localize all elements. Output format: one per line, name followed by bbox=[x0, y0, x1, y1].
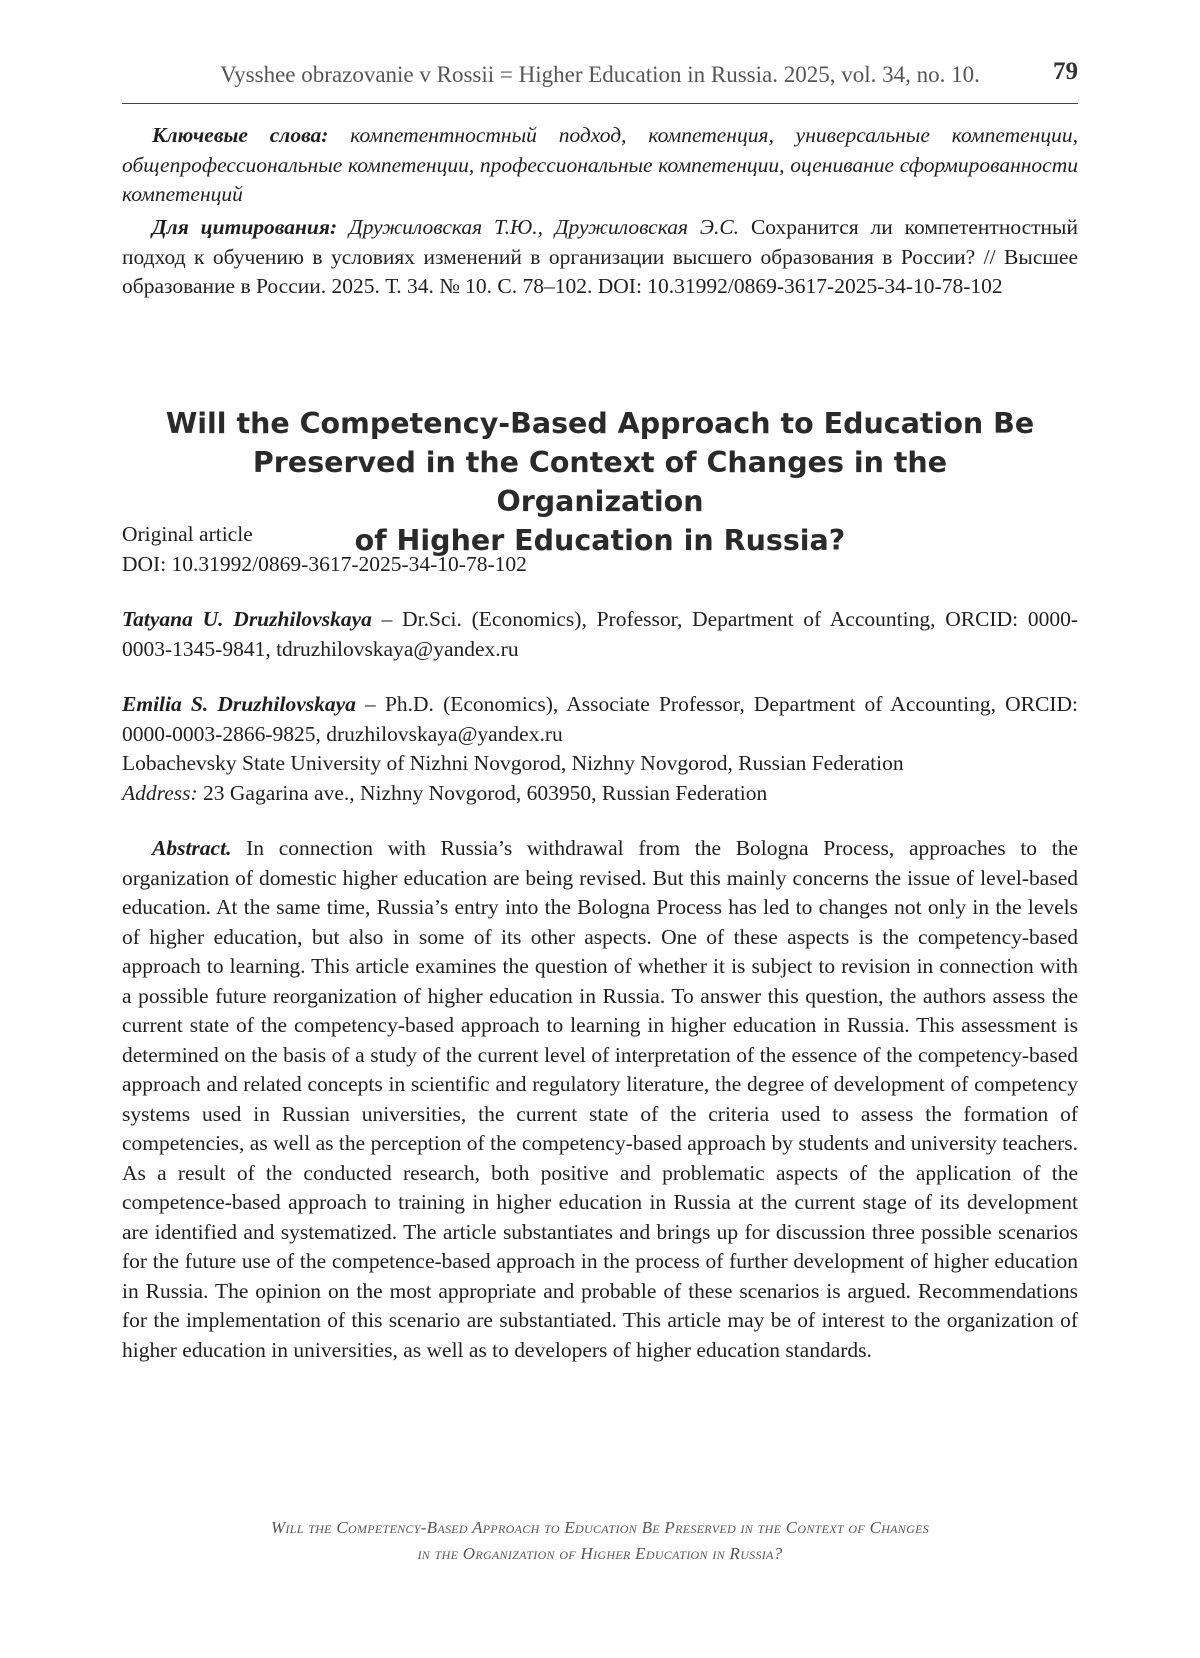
footer-line: Will the Competency-Based Approach to Education Be Preserved in the Context of Changes bbox=[270, 1518, 930, 1537]
page-number: 79 bbox=[1053, 58, 1078, 85]
running-head: Vysshee obrazovanie v Rossii = Higher Education in Russia. 2025, vol. 34, no. 10. bbox=[220, 62, 980, 87]
university: Lobachevsky State University of Nizhni Novgorod, Nizhny Novgorod, Russian Federation bbox=[122, 751, 904, 775]
keywords-paragraph bbox=[122, 121, 1078, 210]
author-2 bbox=[122, 690, 1078, 749]
author-name: Emilia S. Druzhilovskaya bbox=[122, 692, 356, 716]
running-footer bbox=[122, 1515, 1078, 1567]
article-doi: DOI: 10.31992/0869-3617-2025-34-10-78-102 bbox=[122, 551, 527, 576]
title-line: Preserved in the Context of Changes in the Organization bbox=[252, 446, 948, 518]
article-type: Original article bbox=[122, 522, 253, 546]
address-line bbox=[122, 779, 1078, 809]
affiliation bbox=[122, 749, 1078, 808]
author-name: Tatyana U. Druzhilovskaya bbox=[122, 607, 372, 631]
author-details: – Ph.D. (Economics), Associate Professor, Department of Accounting, ORCID: 0000-0003-2866-9825, druzhilovskaya@yandex.ru bbox=[122, 692, 1078, 746]
author-details: – Dr.Sci. (Economics), Professor, Department of Accounting, ORCID: 0000-0003-1345-9841, tdruzhilovskaya@yandex.ru bbox=[122, 607, 1078, 661]
title-line: of Higher Education in Russia? bbox=[354, 524, 846, 557]
article-meta bbox=[122, 520, 1078, 579]
title-line: Will the Competency-Based Approach to Education Be bbox=[165, 407, 1035, 440]
abstract-paragraph bbox=[122, 834, 1078, 1365]
abstract-text: In connection with Russia’s withdrawal from the Bologna Process, approaches to the organization of domestic higher education are being revised. But this mainly concerns the issue of level-based education. At the same time, Russia’s entry into the Bologna Process has led to changes not only in the levels of higher education, but also in some of its other aspects. One of these aspects is the competency-based approach to learning. This article examines the question of whether it is subject to revision in connection with a possible future reorganization of higher education in Russia. To answer this question, the authors assess the current state of the competency-based approach to learning in higher education in Russia. This assessment is determined on the basis of a study of the current level of interpretation of the essence of the competency-based approach and related concepts in scientific and regulatory literature, the degree of development of competency systems used in Russian universities, the current state of the criteria used to assess the formation of competencies, as well as the perception of the competency-based approach by students and university teachers. As a result of the conducted research, both positive and problematic aspects of the application of the competence-based approach to training in higher education in Russia at the current stage of its development are identified and systematized. The article substantiates and brings up for discussion three possible scenarios for the future use of the competence-based approach in the process of further development of higher education in Russia. The opinion on the most appropriate and probable of these scenarios is argued. Recommendations for the implementation of this scenario are substantiated. This article may be of interest to the organization of higher education in universities, as well as to developers of higher education standards. bbox=[122, 836, 1078, 1362]
keywords-text: компетентностный подход, компетенция, универсальные компетенции, общепрофессиональные компетенции, профессиональные компетенции, оценивание сформированности компетенций bbox=[122, 123, 1078, 206]
header-rule bbox=[122, 103, 1078, 104]
citation-text: Сохранится ли компетентностный подход к обучению в условиях изменений в организации высшего образования в России? // Высшее образование в России. 2025. Т. 34. № 10. С. 78–102. DOI: 10.31992/0869-3617-2025-34-10-78-102 bbox=[122, 215, 1079, 298]
keywords-label: Ключевые слова: bbox=[152, 123, 329, 147]
citation-paragraph bbox=[122, 213, 1078, 302]
address-label: Address: bbox=[122, 780, 198, 805]
footer-line: in the Organization of Higher Education in Russia? bbox=[417, 1544, 783, 1563]
abstract-label: Abstract. bbox=[152, 836, 232, 860]
address-text: 23 Gagarina ave., Nizhny Novgorod, 603950, Russian Federation bbox=[197, 780, 768, 805]
citation-authors: Дружиловская Т.Ю., Дружиловская Э.С. bbox=[349, 215, 740, 239]
author-1 bbox=[122, 605, 1078, 664]
citation-label: Для цитирования: bbox=[152, 215, 338, 239]
